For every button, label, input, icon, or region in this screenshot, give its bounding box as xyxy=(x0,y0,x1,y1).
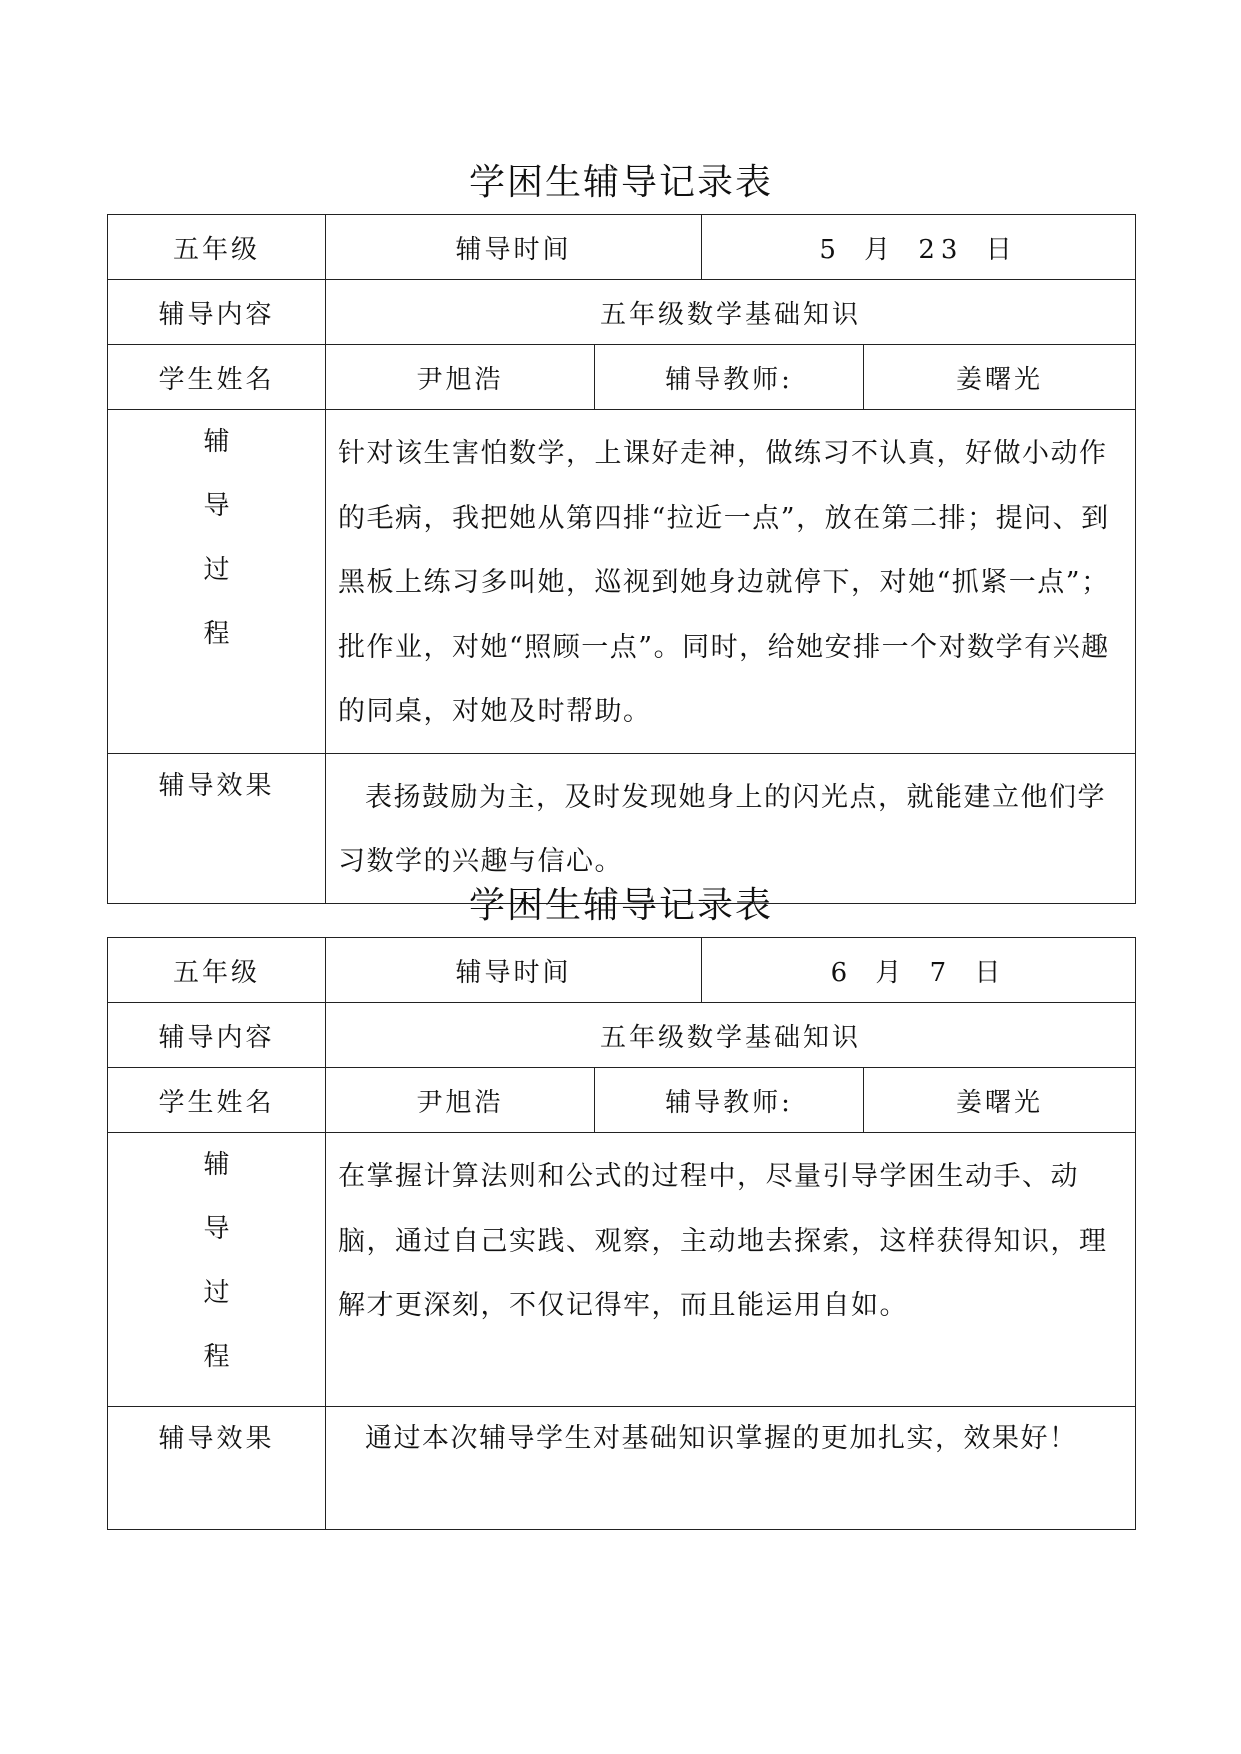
process-label-char: 程 xyxy=(203,1342,230,1372)
content-value: 五年级数学基础知识 xyxy=(326,280,1136,345)
teacher-label: 辅导教师: xyxy=(595,345,864,410)
table-row xyxy=(108,410,1136,754)
record-table xyxy=(107,214,1136,904)
time-label: 辅导时间 xyxy=(326,938,702,1003)
table-row xyxy=(108,1003,1136,1068)
effect-text: 通过本次辅导学生对基础知识掌握的更加扎实，效果好！ xyxy=(326,1407,1136,1530)
table-row xyxy=(108,938,1136,1003)
content-value: 五年级数学基础知识 xyxy=(326,1003,1136,1068)
process-label-char: 过 xyxy=(203,1278,230,1308)
table-row xyxy=(108,1133,1136,1407)
teacher-value: 姜曙光 xyxy=(864,1068,1136,1133)
student-label: 学生姓名 xyxy=(108,1068,326,1133)
effect-label: 辅导效果 xyxy=(108,1407,326,1530)
effect-label: 辅导效果 xyxy=(108,753,326,903)
table-row xyxy=(108,1407,1136,1530)
table-row xyxy=(108,215,1136,280)
content-label: 辅导内容 xyxy=(108,280,326,345)
teacher-value: 姜曙光 xyxy=(864,345,1136,410)
tutoring-record-2 xyxy=(107,875,1135,1530)
process-label-char: 辅 xyxy=(203,427,230,457)
table-row xyxy=(108,345,1136,410)
process-text: 针对该生害怕数学，上课好走神，做练习不认真，好做小动作的毛病，我把她从第四排“拉近一点”，放在第二排；提问、到黑板上练习多叫她，巡视到她身边就停下，对她“抓紧一点”；批作业，对她“照顾一点”。同时，给她安排一个对数学有兴趣的同桌，对她及时帮助。 xyxy=(326,410,1136,754)
table-row xyxy=(108,280,1136,345)
student-value: 尹旭浩 xyxy=(326,1068,595,1133)
tutoring-record-1 xyxy=(107,152,1135,904)
effect-text: 表扬鼓励为主，及时发现她身上的闪光点，就能建立他们学习数学的兴趣与信心。 xyxy=(326,753,1136,903)
time-label: 辅导时间 xyxy=(326,215,702,280)
teacher-label: 辅导教师: xyxy=(595,1068,864,1133)
date-value: 5 月 23 日 xyxy=(702,215,1136,280)
table-row xyxy=(108,1068,1136,1133)
process-text: 在掌握计算法则和公式的过程中，尽量引导学困生动手、动脑，通过自己实践、观察，主动地去探索，这样获得知识，理解才更深刻，不仅记得牢，而且能运用自如。 xyxy=(326,1133,1136,1407)
record-title: 学困生辅导记录表 xyxy=(468,162,773,203)
grade-cell: 五年级 xyxy=(108,938,326,1003)
process-label-char: 过 xyxy=(203,555,230,585)
process-label xyxy=(108,410,326,754)
process-label xyxy=(108,1133,326,1407)
content-label: 辅导内容 xyxy=(108,1003,326,1068)
record-table xyxy=(107,937,1136,1530)
process-label-char: 导 xyxy=(203,491,230,521)
record-title: 学困生辅导记录表 xyxy=(468,885,773,926)
student-label: 学生姓名 xyxy=(108,345,326,410)
date-value: 6 月 7 日 xyxy=(702,938,1136,1003)
process-label-char: 程 xyxy=(203,619,230,649)
grade-cell: 五年级 xyxy=(108,215,326,280)
process-label-char: 辅 xyxy=(203,1150,230,1180)
process-label-char: 导 xyxy=(203,1214,230,1244)
student-value: 尹旭浩 xyxy=(326,345,595,410)
